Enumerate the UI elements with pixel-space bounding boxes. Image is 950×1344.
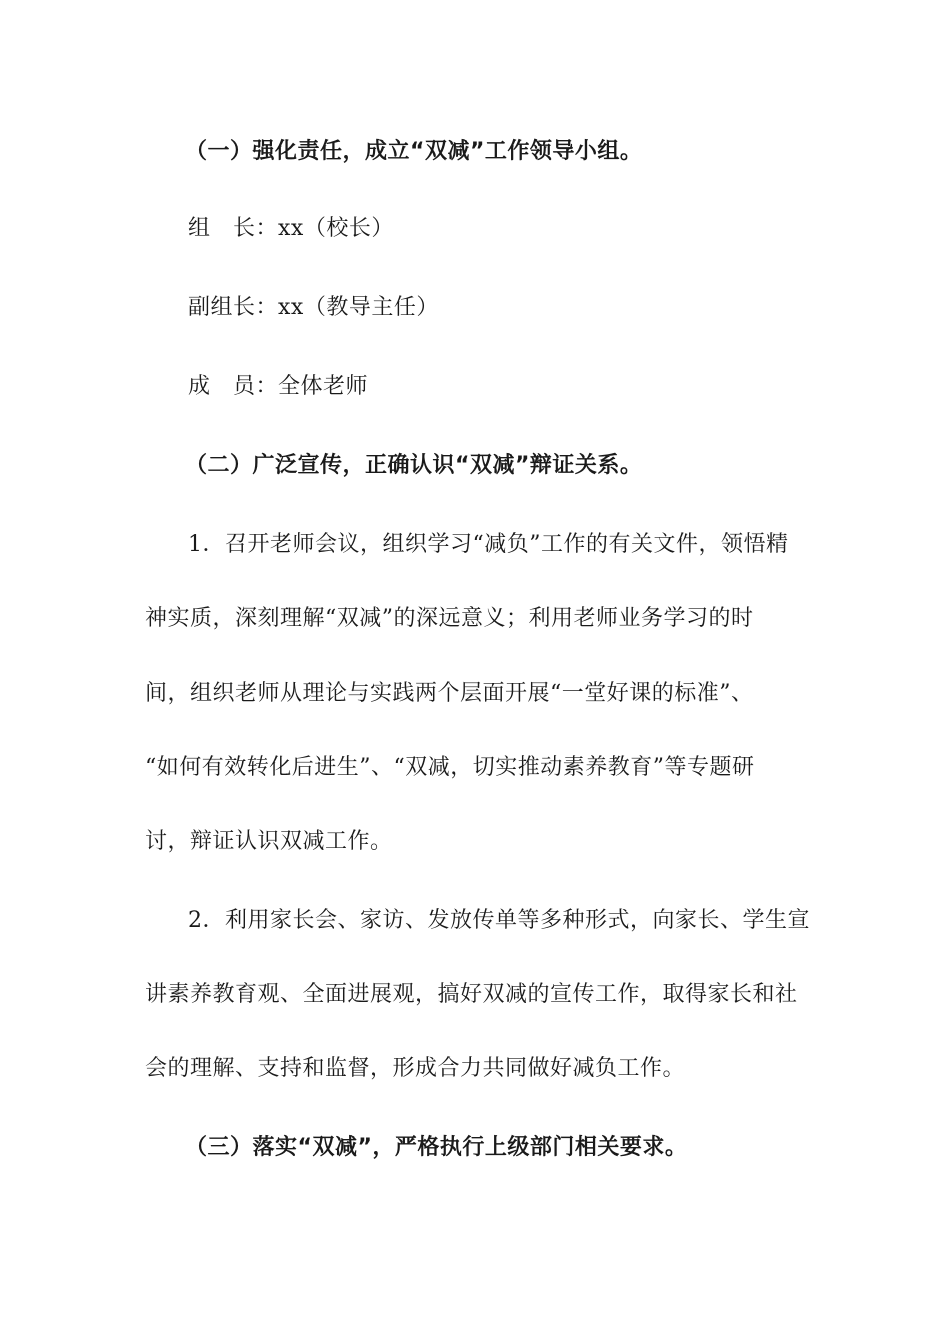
item-1-line: “如何有效转化后进生”、“双减，切实推动素养教育”等专题研 <box>145 755 755 780</box>
item-1-line: 间，组织老师从理论与实践两个层面开展“一堂好课的标准”、 <box>145 681 754 706</box>
item-2-line: 会的理解、支持和监督，形成合力共同做好减负工作。 <box>145 1056 686 1081</box>
item-2-line: 2．利用家长会、家访、发放传单等多种形式，向家长、学生宣 <box>188 908 810 933</box>
item-1-line: 神实质，深刻理解“双减”的深远意义；利用老师业务学习的时 <box>145 606 754 631</box>
deputy-leader-line: 副组长：xx（教导主任） <box>188 295 439 320</box>
section-1-heading: （一）强化责任，成立“双减”工作领导小组。 <box>185 139 643 164</box>
section-3-heading: （三）落实“双减”，严格执行上级部门相关要求。 <box>185 1135 688 1160</box>
item-1-line: 1．召开老师会议，组织学习“减负”工作的有关文件，领悟精 <box>188 532 789 557</box>
group-leader-line: 组 长：xx（校长） <box>188 216 394 241</box>
section-2-heading: （二）广泛宣传，正确认识“双减”辩证关系。 <box>185 453 643 478</box>
members-line: 成 员：全体老师 <box>188 374 369 399</box>
item-1-line: 讨，辩证认识双减工作。 <box>145 829 393 854</box>
item-2-line: 讲素养教育观、全面进展观，搞好双减的宣传工作，取得家长和社 <box>145 982 798 1007</box>
